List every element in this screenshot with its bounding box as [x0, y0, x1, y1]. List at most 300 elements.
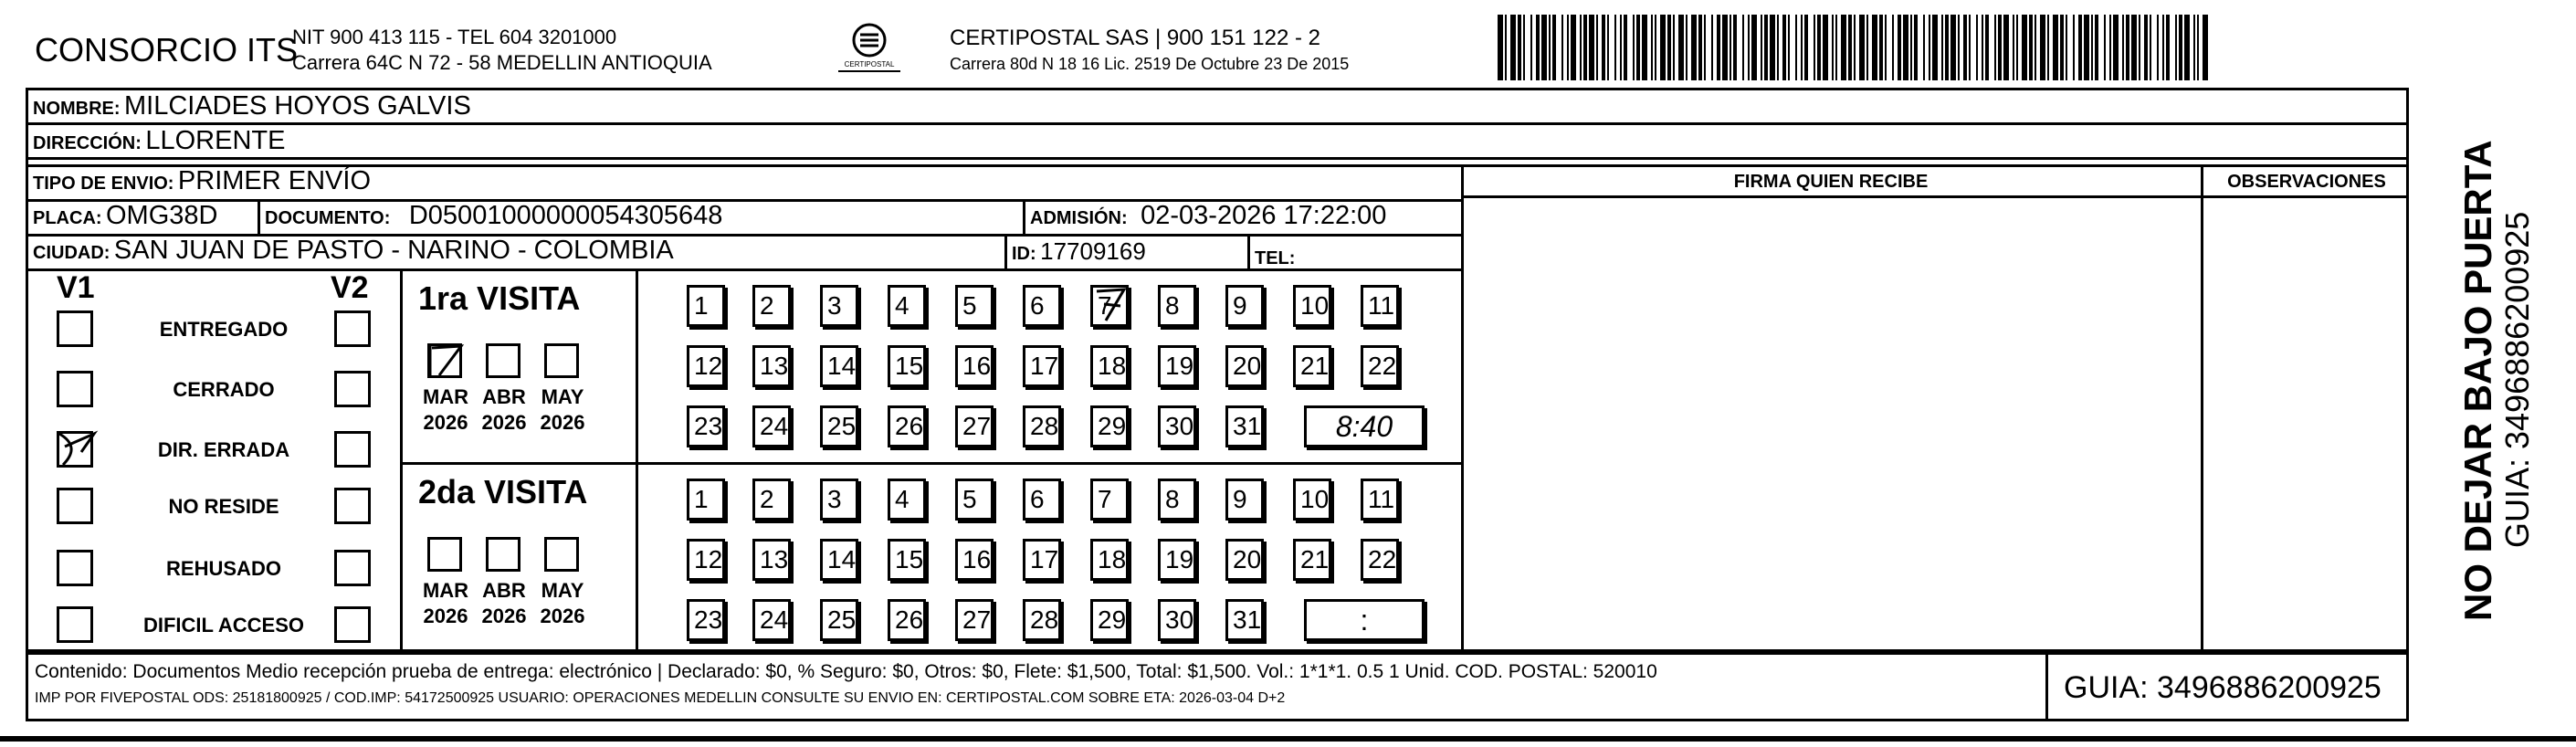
- day-box[interactable]: [1225, 479, 1264, 521]
- row-line: [26, 164, 2409, 167]
- barcode-bar: [1748, 15, 1750, 80]
- side-notice: NO DEJAR BAJO PUERTA: [2456, 140, 2499, 621]
- barcode-bar: [1596, 15, 1598, 80]
- barcode-bar: [1835, 15, 1837, 80]
- visit-title: 1ra VISITA: [418, 279, 581, 317]
- barcode-bar: [1814, 15, 1815, 80]
- month-checkbox[interactable]: [544, 343, 579, 378]
- visit-time-field[interactable]: :: [1304, 599, 1425, 641]
- month-checkbox[interactable]: [544, 537, 579, 572]
- day-box[interactable]: [687, 479, 725, 521]
- barcode-bar: [1510, 15, 1516, 80]
- day-number: 25: [827, 412, 857, 440]
- barcode-bar: [1982, 15, 1983, 80]
- day-box[interactable]: [1225, 599, 1264, 641]
- barcode-bar: [1985, 15, 1989, 80]
- id-value: 17709169: [1040, 237, 1146, 265]
- day-number: 20: [1233, 545, 1262, 573]
- day-box[interactable]: [687, 345, 725, 387]
- v2-checkbox[interactable]: [334, 488, 371, 524]
- barcode-bar: [1958, 15, 1960, 80]
- day-box[interactable]: [1023, 599, 1061, 641]
- day-box[interactable]: [820, 285, 858, 327]
- barcode-bar: [1910, 15, 1912, 80]
- status-option-label: NO RESIDE: [168, 495, 279, 518]
- status-option-label: CERRADO: [173, 378, 275, 401]
- day-box[interactable]: [1090, 539, 1129, 581]
- barcode-bar: [2084, 15, 2089, 80]
- admision-value: 02-03-2026 17:22:00: [1141, 201, 1387, 230]
- documento-label: DOCUMENTO:: [265, 208, 391, 228]
- barcode-bar: [2013, 15, 2014, 80]
- day-box[interactable]: [1293, 345, 1331, 387]
- barcode-bar: [1998, 15, 2002, 80]
- barcode-bar: [1704, 15, 1706, 80]
- day-number: 23: [694, 605, 723, 634]
- col-line: [1247, 234, 1250, 268]
- day-box[interactable]: [820, 599, 858, 641]
- month-checkbox[interactable]: [427, 537, 462, 572]
- tel-label: TEL:: [1255, 248, 1296, 268]
- visit-time-field[interactable]: 8:40: [1304, 405, 1425, 447]
- col-line: [2201, 164, 2203, 652]
- ciudad-value: SAN JUAN DE PASTO - NARINO - COLOMBIA: [113, 236, 674, 265]
- barcode-bar: [1782, 15, 1786, 80]
- barcode-icon: [1498, 15, 2210, 80]
- placa-label: PLACA:: [33, 208, 102, 228]
- barcode-bar: [1795, 15, 1797, 80]
- day-box[interactable]: [1361, 345, 1399, 387]
- day-number: 5: [962, 485, 977, 513]
- barcode-bar: [1633, 15, 1635, 80]
- barcode-bar: [2022, 15, 2027, 80]
- day-box[interactable]: [955, 285, 994, 327]
- barcode-bar: [2109, 15, 2111, 80]
- barcode-bar: [1804, 15, 1808, 80]
- barcode-bar: [2197, 15, 2199, 80]
- barcode-bar: [1770, 15, 1775, 80]
- v1-checkbox[interactable]: [57, 310, 93, 347]
- v1-checkbox[interactable]: [57, 488, 93, 524]
- visit-title: 2da VISITA: [418, 473, 588, 510]
- v1-checkbox[interactable]: [57, 606, 93, 643]
- day-number: 16: [962, 352, 992, 380]
- barcode-bar: [2184, 15, 2190, 80]
- day-box[interactable]: [1225, 405, 1264, 447]
- day-box[interactable]: [1225, 539, 1264, 581]
- day-box[interactable]: [1090, 479, 1129, 521]
- day-box[interactable]: [955, 479, 994, 521]
- barcode-bar: [1536, 15, 1540, 80]
- barcode-bar: [1607, 15, 1609, 80]
- day-box[interactable]: [1225, 345, 1264, 387]
- day-number: 16: [962, 545, 992, 573]
- day-number: 20: [1233, 352, 1262, 380]
- day-box[interactable]: [1158, 539, 1196, 581]
- day-box[interactable]: [955, 345, 994, 387]
- v2-checkbox[interactable]: [334, 431, 371, 468]
- barcode-bar: [1667, 15, 1671, 80]
- day-box[interactable]: [1293, 479, 1331, 521]
- day-number: 23: [694, 412, 723, 440]
- barcode-bar: [1660, 15, 1666, 80]
- row-line: [26, 157, 2409, 160]
- day-box[interactable]: [955, 539, 994, 581]
- day-box[interactable]: [1158, 599, 1196, 641]
- status-option-label: DIFICIL ACCESO: [142, 614, 304, 637]
- col-line: [1023, 199, 1025, 234]
- day-box[interactable]: [1361, 539, 1399, 581]
- day-number: 28: [1030, 605, 1059, 634]
- day-number: 14: [827, 545, 857, 573]
- barcode-bar: [2016, 15, 2018, 80]
- barcode-bar: [1898, 15, 1901, 80]
- v1-checkbox[interactable]: [57, 431, 93, 468]
- barcode-bar: [2040, 15, 2045, 80]
- day-number: 4: [895, 291, 909, 320]
- day-number: 11: [1368, 291, 1395, 320]
- barcode-bar: [1673, 15, 1675, 80]
- barcode-bar: [1817, 15, 1821, 80]
- day-box[interactable]: [1361, 479, 1399, 521]
- barcode-bar: [1945, 15, 1949, 80]
- day-box[interactable]: [1090, 599, 1129, 641]
- barcode-bar: [1717, 15, 1720, 80]
- day-box[interactable]: [888, 539, 926, 581]
- year-label: 2026: [423, 411, 468, 434]
- day-number: 8: [1165, 291, 1180, 320]
- barcode-bar: [2104, 15, 2106, 80]
- day-number: 31: [1233, 605, 1262, 634]
- certipostal-logo-text: CERTIPOSTAL: [844, 60, 895, 68]
- barcode-bar: [1698, 15, 1702, 80]
- carrier-name: CERTIPOSTAL SAS | 900 151 122 - 2: [950, 26, 1320, 50]
- day-number: 7: [1098, 291, 1112, 320]
- barcode-bar: [2060, 15, 2064, 80]
- observaciones-header: OBSERVACIONES: [2227, 172, 2386, 192]
- barcode-bar: [1841, 15, 1846, 80]
- day-number: 19: [1165, 352, 1194, 380]
- day-number: 10: [1300, 485, 1330, 513]
- month-label: MAY: [541, 579, 584, 602]
- barcode-bar: [1929, 15, 1930, 80]
- barcode-bar: [1761, 15, 1762, 80]
- day-box[interactable]: [1158, 285, 1196, 327]
- barcode-bar: [1879, 15, 1883, 80]
- side-guia: GUIA: 3496886200925: [2498, 211, 2536, 548]
- barcode-bar: [2162, 15, 2164, 80]
- day-number: 6: [1030, 291, 1045, 320]
- footer-imp: IMP POR FIVEPOSTAL ODS: 25181800925 / COD.IMP: 54172500925 USUARIO: OPERACIONES MEDELLIN CONSULTE SU ENVIO EN: CERTIPOSTAL.COM SOBRE ETA: 2026-03-04 D+2: [35, 690, 1286, 706]
- day-box[interactable]: [752, 285, 791, 327]
- barcode-bar: [2113, 15, 2119, 80]
- barcode-bar: [1777, 15, 1779, 80]
- barcode-bar: [2166, 15, 2170, 80]
- barcode-bar: [1651, 15, 1653, 80]
- day-box[interactable]: [752, 405, 791, 447]
- day-number: 3: [827, 291, 842, 320]
- barcode-bar: [2029, 15, 2033, 80]
- nombre-value: MILCIADES HOYOS GALVIS: [124, 91, 471, 121]
- day-number: 2: [760, 485, 774, 513]
- col-line: [2045, 652, 2048, 721]
- barcode-bar: [1950, 15, 1956, 80]
- barcode-bar: [1541, 15, 1547, 80]
- month-label: ABR: [482, 579, 526, 602]
- col-line: [1461, 164, 1464, 652]
- barcode-bar: [1848, 15, 1852, 80]
- month-label: ABR: [482, 385, 526, 408]
- barcode-bar: [1552, 15, 1556, 80]
- barcode-bar: [1530, 15, 1532, 80]
- day-box[interactable]: [1293, 285, 1331, 327]
- barcode-bar: [1602, 15, 1605, 80]
- v1-checkbox[interactable]: [57, 371, 93, 407]
- barcode-bar: [2003, 15, 2009, 80]
- day-box[interactable]: [820, 539, 858, 581]
- day-box[interactable]: [888, 599, 926, 641]
- month-checkbox[interactable]: [486, 343, 520, 378]
- barcode-bar: [2150, 15, 2151, 80]
- day-number: 13: [760, 545, 789, 573]
- day-box[interactable]: [1023, 345, 1061, 387]
- day-number: 25: [827, 605, 857, 634]
- barcode-bar: [1655, 15, 1656, 80]
- day-number: 29: [1098, 412, 1127, 440]
- barcode-bar: [1859, 15, 1865, 80]
- barcode-bar: [2203, 15, 2208, 80]
- day-number: 27: [962, 605, 992, 634]
- day-number: 21: [1300, 352, 1330, 380]
- v2-checkbox[interactable]: [334, 606, 371, 643]
- v2-label: V2: [331, 270, 369, 305]
- direccion-label: DIRECCIÓN:: [33, 133, 142, 153]
- barcode-bar: [1518, 15, 1521, 80]
- barcode-bar: [1636, 15, 1640, 80]
- day-box[interactable]: [1225, 285, 1264, 327]
- v1-checkbox[interactable]: [57, 550, 93, 586]
- day-box[interactable]: [687, 599, 725, 641]
- barcode-bar: [2047, 15, 2049, 80]
- day-number: 7: [1098, 485, 1112, 513]
- barcode-bar: [2053, 15, 2058, 80]
- bottom-edge: [0, 736, 2576, 742]
- day-box[interactable]: [1023, 285, 1061, 327]
- barcode-bar: [2157, 15, 2159, 80]
- day-number: 10: [1300, 291, 1330, 320]
- barcode-bar: [2073, 15, 2075, 80]
- col-line: [258, 199, 260, 234]
- barcode-bar: [1764, 15, 1768, 80]
- day-number: 12: [694, 352, 723, 380]
- day-box[interactable]: [752, 599, 791, 641]
- v2-checkbox[interactable]: [334, 550, 371, 586]
- status-option-label: REHUSADO: [166, 557, 281, 580]
- barcode-bar: [1751, 15, 1757, 80]
- day-number: 5: [962, 291, 977, 320]
- day-number: 28: [1030, 412, 1059, 440]
- day-box[interactable]: [1023, 479, 1061, 521]
- barcode-bar: [1624, 15, 1627, 80]
- barcode-bar: [2078, 15, 2082, 80]
- day-number: 1: [694, 485, 709, 513]
- day-number: 14: [827, 352, 857, 380]
- tipo-envio-label: TIPO DE ENVIO:: [33, 174, 174, 194]
- day-box[interactable]: [888, 345, 926, 387]
- year-label: 2026: [481, 605, 527, 627]
- barcode-bar: [1523, 15, 1525, 80]
- day-number: 26: [895, 605, 924, 634]
- day-box[interactable]: [820, 405, 858, 447]
- barcode-bar: [2175, 15, 2177, 80]
- barcode-bar: [1711, 15, 1713, 80]
- month-label: MAY: [541, 385, 584, 408]
- day-number: 6: [1030, 485, 1045, 513]
- barcode-bar: [1549, 15, 1551, 80]
- v2-checkbox[interactable]: [334, 310, 371, 347]
- row-line: [26, 122, 2409, 125]
- day-number: 15: [895, 352, 924, 380]
- day-box[interactable]: [687, 539, 725, 581]
- ciudad-label: CIUDAD:: [33, 243, 110, 263]
- col-line: [400, 268, 403, 652]
- day-box[interactable]: [752, 345, 791, 387]
- footer-guia: GUIA: 3496886200925: [2064, 670, 2381, 705]
- day-box[interactable]: [1158, 479, 1196, 521]
- barcode-bar: [1788, 15, 1790, 80]
- barcode-bar: [1963, 15, 1967, 80]
- barcode-bar: [1823, 15, 1828, 80]
- barcode-bar: [1691, 15, 1697, 80]
- day-box[interactable]: [752, 539, 791, 581]
- month-checkbox[interactable]: [427, 343, 462, 378]
- day-number: 17: [1030, 352, 1059, 380]
- documento-value: D05001000000054305648: [408, 201, 723, 230]
- col-line: [1004, 234, 1007, 268]
- barcode-bar: [1505, 15, 1507, 80]
- month-label: MAR: [422, 385, 469, 408]
- barcode-bar: [2095, 15, 2098, 80]
- day-number: 13: [760, 352, 789, 380]
- day-box[interactable]: [1293, 539, 1331, 581]
- barcode-bar: [1866, 15, 1868, 80]
- day-box[interactable]: [687, 405, 725, 447]
- barcode-bar: [2066, 15, 2067, 80]
- day-box[interactable]: [1090, 405, 1129, 447]
- v2-checkbox[interactable]: [334, 371, 371, 407]
- row-line: [400, 462, 1461, 465]
- barcode-bar: [1994, 15, 1996, 80]
- day-box[interactable]: [1361, 285, 1399, 327]
- barcode-bar: [1571, 15, 1576, 80]
- sender-address: Carrera 64C N 72 - 58 MEDELLIN ANTIOQUIA: [292, 51, 712, 74]
- year-label: 2026: [540, 605, 585, 627]
- admision-label: ADMISIÓN:: [1030, 208, 1128, 228]
- barcode-bar: [1885, 15, 1887, 80]
- direccion-value: LLORENTE: [145, 126, 286, 155]
- barcode-bar: [1567, 15, 1569, 80]
- day-number: 30: [1165, 412, 1194, 440]
- day-number: 18: [1098, 352, 1127, 380]
- day-box[interactable]: [888, 285, 926, 327]
- barcode-bar: [1730, 15, 1731, 80]
- day-box[interactable]: [820, 345, 858, 387]
- placa-value: OMG38D: [106, 201, 218, 230]
- barcode-bar: [1642, 15, 1647, 80]
- day-box[interactable]: [752, 479, 791, 521]
- footer-contenido: Contenido: Documentos Medio recepción prueba de entrega: electrónico | Declarado: $0, % Seguro: $0, Otros: $0, Flete: $1,500, Total: $1,500. Vol.: 1*1*1. 0.5 1 Unid. COD. POSTAL: 520010: [35, 661, 1657, 682]
- row-line: [26, 268, 1461, 271]
- barcode-bar: [1742, 15, 1744, 80]
- day-number: 22: [1368, 545, 1397, 573]
- day-box[interactable]: [820, 479, 858, 521]
- day-number: 8: [1165, 485, 1180, 513]
- barcode-bar: [1872, 15, 1877, 80]
- barcode-bar: [1686, 15, 1688, 80]
- day-box[interactable]: [955, 599, 994, 641]
- month-checkbox[interactable]: [486, 537, 520, 572]
- day-number: 15: [895, 545, 924, 573]
- barcode-bar: [1976, 15, 1978, 80]
- barcode-bar: [2035, 15, 2036, 80]
- status-option-label: ENTREGADO: [159, 318, 289, 341]
- day-number: 12: [694, 545, 723, 573]
- day-box[interactable]: [1023, 539, 1061, 581]
- day-number: 9: [1233, 291, 1247, 320]
- barcode-bar: [1969, 15, 1971, 80]
- barcode-bar: [1583, 15, 1587, 80]
- v1-label: V1: [57, 270, 95, 305]
- barcode-bar: [1498, 15, 1503, 80]
- day-box[interactable]: [955, 405, 994, 447]
- day-box[interactable]: [1158, 405, 1196, 447]
- barcode-bar: [2091, 15, 2093, 80]
- barcode-bar: [1903, 15, 1908, 80]
- day-number: 11: [1368, 485, 1395, 513]
- barcode-bar: [1733, 15, 1737, 80]
- barcode-bar: [2126, 15, 2129, 80]
- day-number: 17: [1030, 545, 1059, 573]
- day-box[interactable]: [687, 285, 725, 327]
- id-label: ID:: [1012, 244, 1036, 264]
- day-number: 29: [1098, 605, 1127, 634]
- barcode-bar: [2122, 15, 2124, 80]
- barcode-bar: [1892, 15, 1894, 80]
- day-box[interactable]: [1158, 345, 1196, 387]
- barcode-bar: [1561, 15, 1563, 80]
- barcode-bar: [1801, 15, 1803, 80]
- day-number: 3: [827, 485, 842, 513]
- barcode-bar: [1923, 15, 1925, 80]
- barcode-bar: [1854, 15, 1856, 80]
- barcode-bar: [1941, 15, 1943, 80]
- day-box[interactable]: [888, 479, 926, 521]
- day-box[interactable]: [888, 405, 926, 447]
- barcode-bar: [1722, 15, 1728, 80]
- day-box[interactable]: [1090, 285, 1129, 327]
- day-number: 31: [1233, 412, 1262, 440]
- day-box[interactable]: [1090, 345, 1129, 387]
- day-number: 9: [1233, 485, 1247, 513]
- barcode-bar: [1832, 15, 1834, 80]
- day-number: 18: [1098, 545, 1127, 573]
- barcode-bar: [2139, 15, 2140, 80]
- status-option-label: DIR. ERRADA: [157, 438, 290, 461]
- carrier-license: Carrera 80d N 18 16 Lic. 2519 De Octubre 23 De 2015: [950, 55, 1350, 73]
- day-number: 1: [694, 291, 709, 320]
- day-number: 24: [760, 412, 789, 440]
- day-box[interactable]: [1023, 405, 1061, 447]
